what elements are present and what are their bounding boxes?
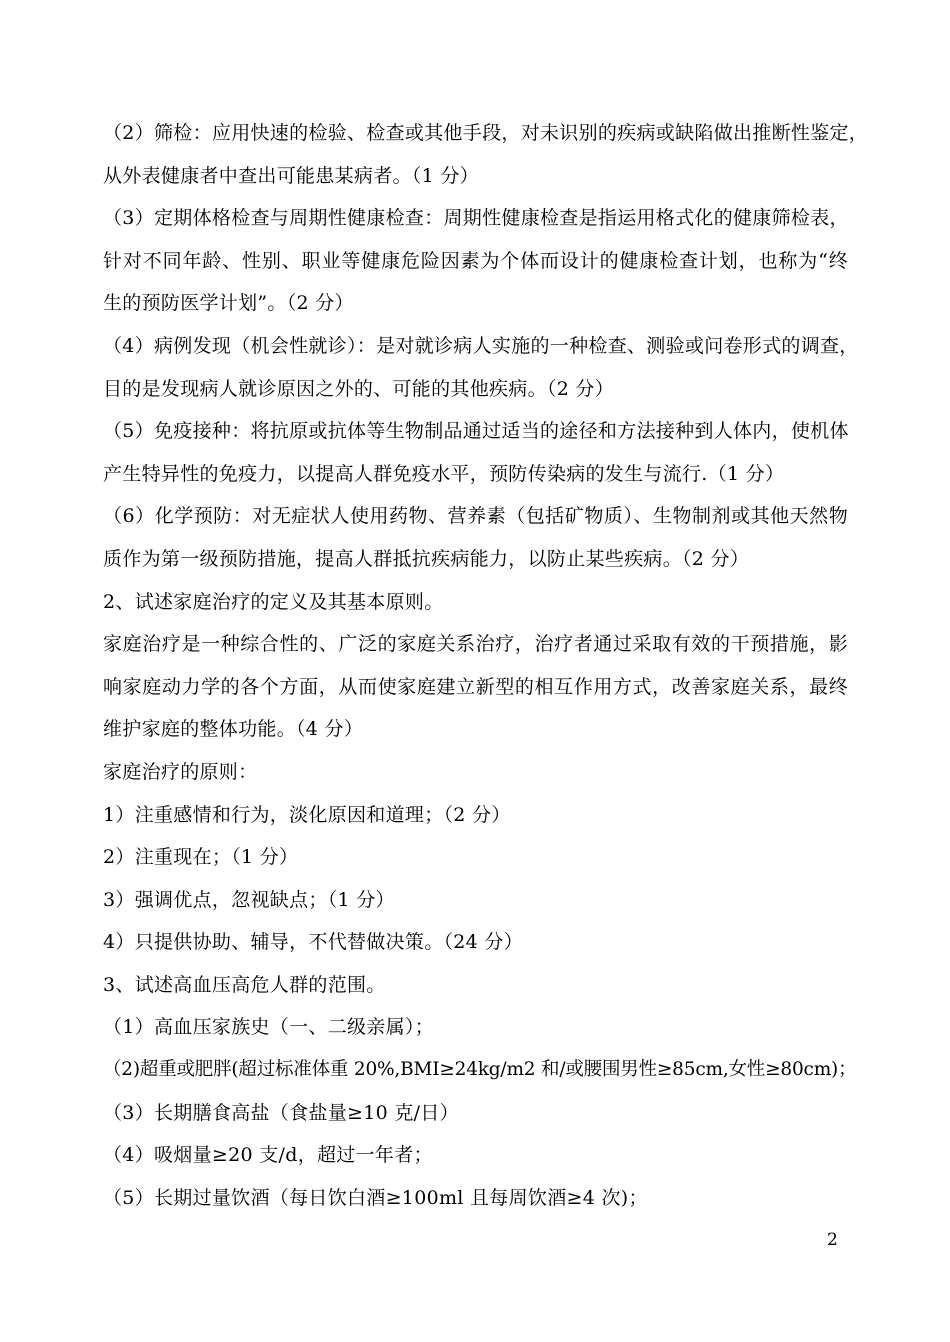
text-line: 生的预防医学计划”。（2 分） [103,292,354,315]
list-item: 2）注重现在；（1 分） [103,846,299,869]
list-item: （1）高血压家族史（一、二级亲属）； [103,1016,434,1039]
list-item: 3）强调优点，忽视缺点；（1 分） [103,888,395,911]
section-heading: 2、试述家庭治疗的定义及其基本原则。 [103,590,444,613]
list-item: 4）只提供协助、辅导，不代替做决策。（24 分） [103,931,524,954]
list-item: （2)超重或肥胖(超过标准体重 20%,BMI≥24kg/m2 和/或腰围男性≥85cm,女性≥80cm)； [103,1059,857,1081]
text-line: 质作为第一级预防措施，提高人群抵抗疾病能力，以防止某些疾病。（2 分） [103,547,750,570]
text-line: （2）筛检：应用快速的检验、检查或其他手段，对未识别的疾病或缺陷做出推断性鉴定， [103,122,869,144]
document-body [103,112,869,1219]
text-line: 家庭治疗是一种综合性的、广泛的家庭关系治疗，治疗者通过采取有效的干预措施，影 [103,633,848,656]
text-line: 目的是发现病人就诊原因之外的、可能的其他疾病。（2 分） [103,377,615,400]
subheading: 家庭治疗的原则： [103,760,258,783]
list-item: （3）长期膳食高盐（食盐量≥10 克/日） [103,1101,459,1124]
text-line: （4）病例发现（机会性就诊）：是对就诊病人实施的一种检查、测验或问卷形式的调查， [103,334,859,357]
text-line: 维护家庭的整体功能。（4 分） [103,718,364,741]
text-line: 从外表健康者中查出可能患某病者。（1 分） [103,164,479,187]
text-line: 产生特异性的免疫力，以提高人群免疫水平，预防传染病的发生与流行.（1 分） [103,462,785,485]
text-line: （6）化学预防：对无症状人使用药物、营养素（包括矿物质）、生物制剂或其他天然物 [103,505,848,528]
text-line: 响家庭动力学的各个方面，从而使家庭建立新型的相互作用方式，改善家庭关系，最终 [103,675,848,698]
text-line: （3）定期体格检查与周期性健康检查：周期性健康检查是指运用格式化的健康筛检表， [103,207,849,230]
page-number: 2 [827,1230,838,1250]
list-item: 1）注重感情和行为，淡化原因和道理；（2 分） [103,803,511,826]
text-line: 针对不同年龄、性别、职业等健康危险因素为个体而设计的健康检查计划，也称为“终 [103,249,848,272]
section-heading: 3、试述高血压高危人群的范围。 [103,973,386,996]
list-item: （5）长期过量饮酒（每日饮白酒≥100ml 且每周饮酒≥4 次)； [103,1186,648,1209]
text-line: （5）免疫接种：将抗原或抗体等生物制品通过适当的途径和方法接种到人体内，使机体 [103,420,849,443]
list-item: （4）吸烟量≥20 支/d，超过一年者； [103,1144,433,1167]
